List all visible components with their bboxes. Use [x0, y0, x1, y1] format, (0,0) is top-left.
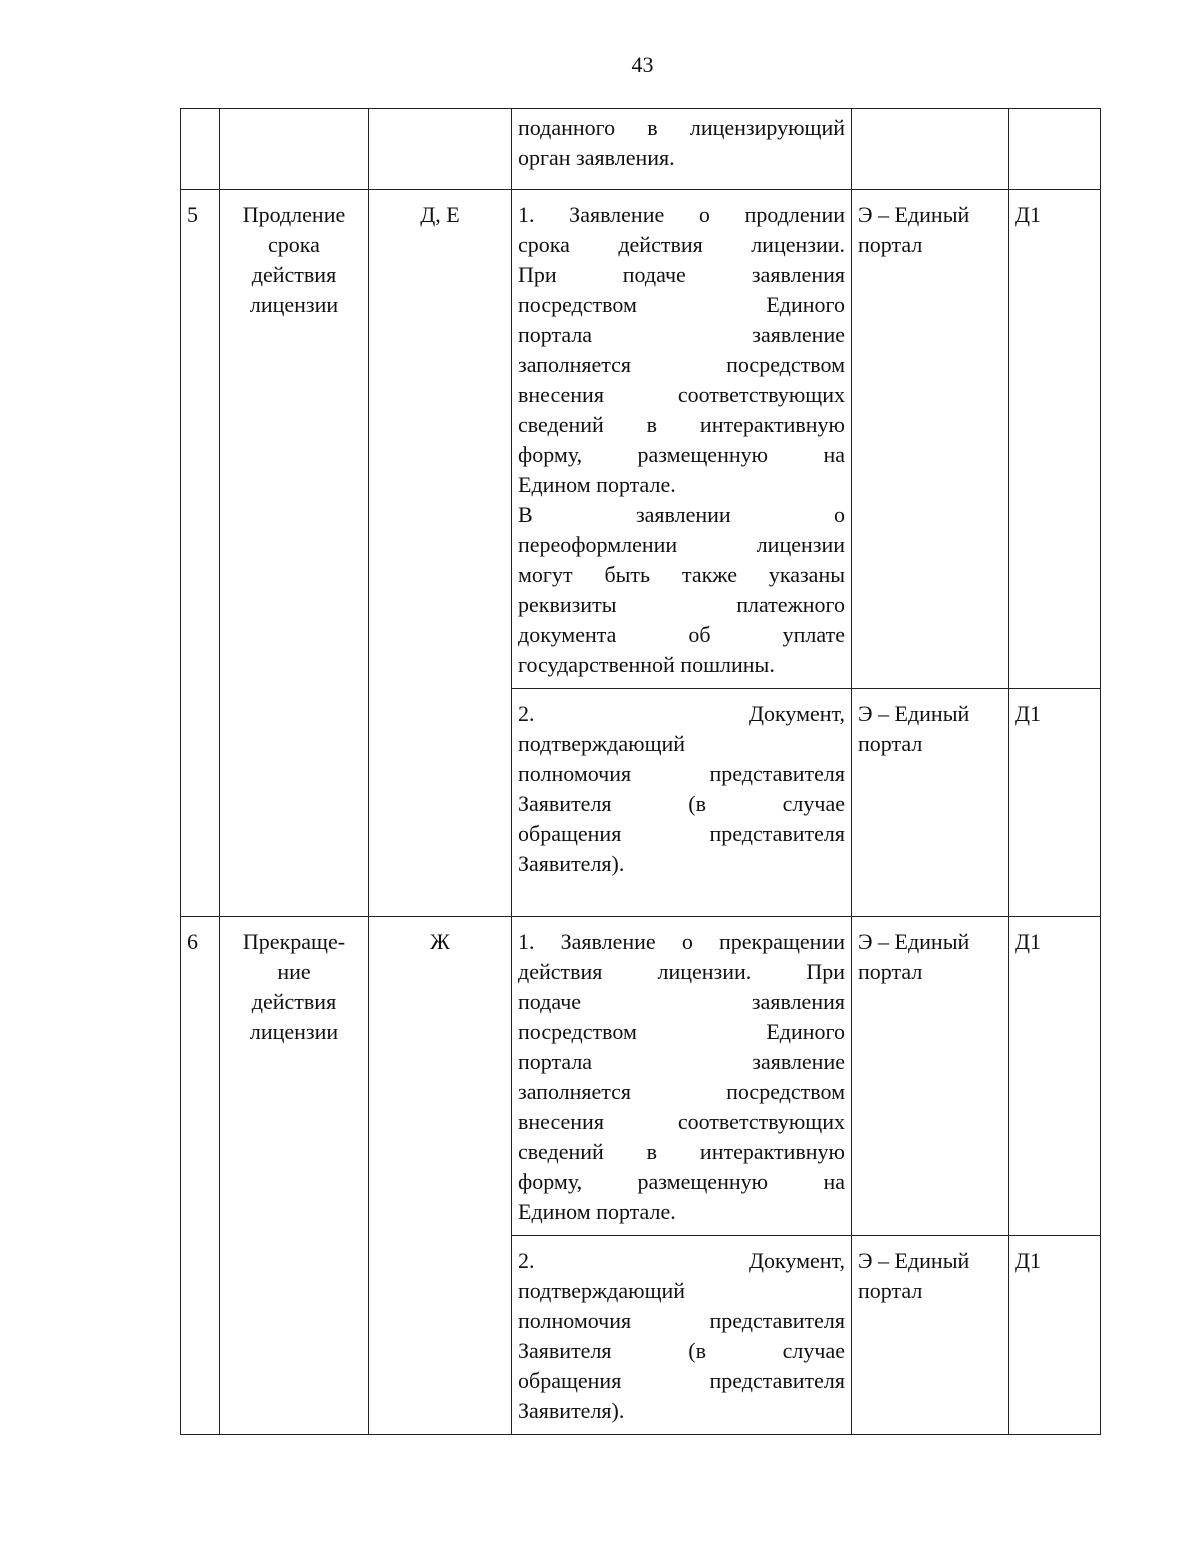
text-line: подаче заявления [518, 989, 845, 1014]
text-line: подтверждающий [518, 731, 686, 756]
text-line: могут быть также указаны [518, 562, 845, 587]
text-line: обращения представителя [518, 1368, 845, 1393]
text-line: переоформлении лицензии [518, 532, 845, 557]
service-name-line: Прекраще- [242, 929, 346, 954]
requirement-code: Д1 [1009, 1236, 1101, 1435]
requirement-code: Д1 [1009, 689, 1101, 917]
text-line: Едином портале. [518, 472, 676, 497]
text-line: государственной пошлины. [518, 652, 775, 677]
service-name-line: лицензии [249, 292, 339, 317]
text-line: Заявителя (в случае [518, 1338, 845, 1363]
continuation-text-cell [512, 109, 852, 190]
service-name-line: лицензии [249, 1019, 339, 1044]
empty-cell [181, 109, 220, 190]
submission-form: Э – Единый портал [852, 689, 1009, 917]
service-name-line: действия [251, 989, 337, 1014]
text-line: 1. Заявление о продлении [518, 202, 845, 227]
service-name-line: действия [251, 262, 337, 287]
text-line: Заявителя (в случае [518, 791, 845, 816]
text-line: Заявителя). [518, 1398, 625, 1423]
service-name-line: ние [277, 959, 311, 984]
text-line: 2. Документ, [518, 1248, 845, 1273]
text-line: заполняется посредством [518, 1079, 845, 1104]
text-line: документа об уплате [518, 622, 845, 647]
submission-form: Э – Единый портал [852, 190, 1009, 689]
empty-cell [852, 109, 1009, 190]
page-number: 43 [631, 52, 654, 77]
text-line: полномочия представителя [518, 1308, 845, 1333]
text-line: В заявлении о [518, 502, 845, 527]
row-number: 5 [181, 190, 220, 917]
service-row-5 [181, 190, 1101, 689]
document-cell [512, 190, 852, 689]
text-line: срока действия лицензии. [518, 232, 845, 257]
row-number: 6 [181, 917, 220, 1435]
empty-cell [220, 109, 369, 190]
empty-cell [369, 109, 512, 190]
text-line: подтверждающий [518, 1278, 686, 1303]
text-line: сведений в интерактивную [518, 412, 845, 437]
text-line: портала заявление [518, 322, 845, 347]
service-name-cell [220, 190, 369, 917]
document-cell [512, 917, 852, 1236]
submission-form: Э – Единый портал [852, 917, 1009, 1236]
text-line: действия лицензии. При [518, 959, 845, 984]
text-line: сведений в интерактивную [518, 1139, 845, 1164]
requirement-code: Д1 [1009, 917, 1101, 1236]
text-line: внесения соответствующих [518, 1109, 845, 1134]
text-line: реквизиты платежного [518, 592, 845, 617]
text-line: форму, размещенную на [518, 442, 845, 467]
applicant-codes: Д, Е [369, 190, 512, 917]
text-line: 2. Документ, [518, 701, 845, 726]
service-name-line: срока [268, 232, 320, 257]
text-line: При подаче заявления [518, 262, 845, 287]
applicant-codes: Ж [369, 917, 512, 1435]
text-line: форму, размещенную на [518, 1169, 845, 1194]
text-line: орган заявления. [518, 145, 675, 170]
text-line: портала заявление [518, 1049, 845, 1074]
text-line: Заявителя). [518, 851, 625, 876]
empty-cell [1009, 109, 1101, 190]
continuation-row [181, 109, 1101, 190]
document-cell [512, 1236, 852, 1435]
text-line: заполняется посредством [518, 352, 845, 377]
text-line: полномочия представителя [518, 761, 845, 786]
text-line: обращения представителя [518, 821, 845, 846]
text-line: поданного в лицензирующий [518, 115, 845, 140]
services-table [180, 108, 1101, 1435]
requirement-code: Д1 [1009, 190, 1101, 689]
service-row-6 [181, 917, 1101, 1236]
service-name-line: Продление [242, 202, 346, 227]
text-line: 1. Заявление о прекращении [518, 929, 845, 954]
text-line: внесения соответствующих [518, 382, 845, 407]
text-line: посредством Единого [518, 292, 845, 317]
submission-form: Э – Единый портал [852, 1236, 1009, 1435]
text-line: Едином портале. [518, 1199, 676, 1224]
text-line: посредством Единого [518, 1019, 845, 1044]
document-cell [512, 689, 852, 917]
service-name-cell [220, 917, 369, 1435]
